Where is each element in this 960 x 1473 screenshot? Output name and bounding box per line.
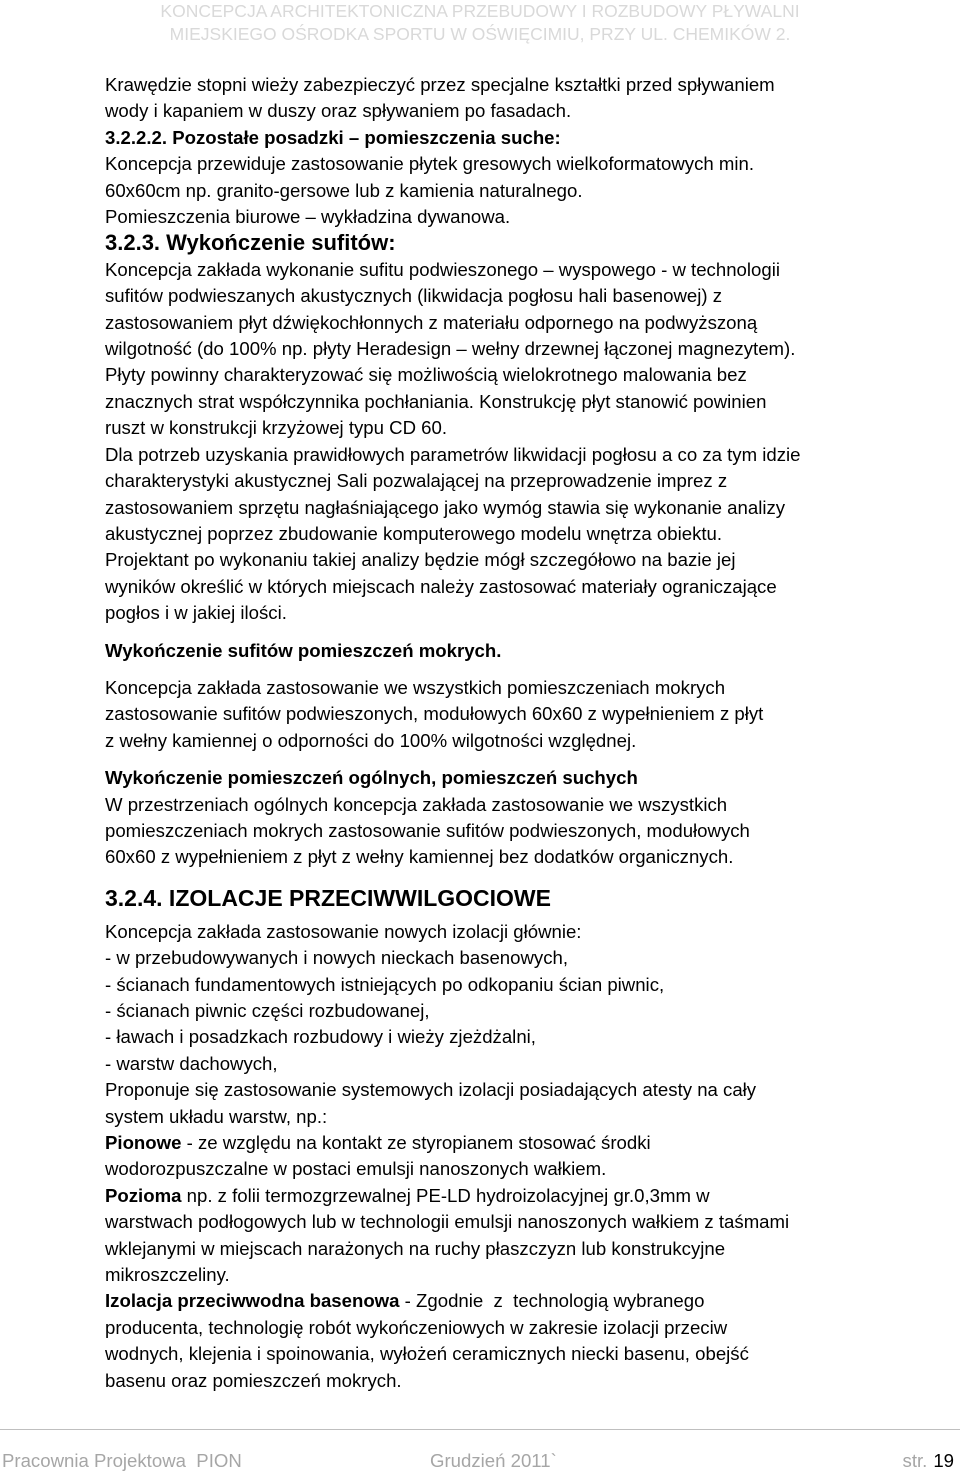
section-heading-324: 3.2.4. IZOLACJE PRZECIWWILGOCIOWE (105, 884, 551, 911)
izolacja-text: - Zgodnie z technologią wybranego (399, 1290, 705, 1312)
section-heading-323: 3.2.3. Wykończenie sufitów: (105, 230, 396, 256)
pionowe-term: Pionowe (105, 1132, 182, 1154)
list-item: - w przebudowywanych i nowych nieckach basenowych, (105, 947, 569, 969)
text-line: zastosowaniem płyt dźwiękochłonnych z materiału odpornego na podwyższoną (105, 311, 758, 333)
footer-company: Pracownia Projektowa PION (2, 1450, 242, 1471)
text-line: warstwach podłogowych lub w technologii emulsji nanoszonych wałkiem z taśmami (105, 1211, 790, 1233)
text-line: 60x60cm np. granito-gersowe lub z kamienia naturalnego. (105, 179, 583, 201)
text-line: basenu oraz pomieszczeń mokrych. (105, 1369, 402, 1391)
footer-divider (0, 1429, 960, 1430)
subheading-dry-rooms: Wykończenie pomieszczeń ogólnych, pomieszczeń suchych (105, 767, 638, 789)
text-line: Koncepcja przewiduje zastosowanie płytek gresowych wielkoformatowych min. (105, 153, 755, 175)
document-header (0, 0, 960, 48)
text-line: Koncepcja zakłada zastosowanie nowych izolacji głównie: (105, 920, 582, 942)
text-line: Koncepcja zakłada zastosowanie we wszystkich pomieszczeniach mokrych (105, 676, 726, 698)
subheading-wet-rooms: Wykończenie sufitów pomieszczeń mokrych. (105, 639, 502, 661)
text-line: Krawędzie stopni wieży zabezpieczyć przez specjalne kształtki przed spływaniem (105, 74, 775, 95)
text-line: wyników określić w których miejscach należy zastosować materiały ograniczające (105, 575, 777, 597)
text-line: sufitów podwieszanych akustycznych (likwidacja pogłosu hali basenowej) z (105, 285, 722, 307)
text-line: W przestrzeniach ogólnych koncepcja zakłada zastosowanie we wszystkich (105, 793, 728, 815)
header-line-2: MIEJSKIEGO OŚRODKA SPORTU W OŚWIĘCIMIU, PRZY UL. CHEMIKÓW 2. (169, 24, 791, 44)
text-line: pomieszczeniach mokrych zastosowanie sufitów podwieszonych, modułowych (105, 819, 750, 841)
izolacja-line (105, 1288, 955, 1314)
footer-page (903, 1450, 954, 1472)
text-line: wilgotność (do 100% np. płyty Heradesign – wełny drzewnej łączonej magnezytem). (105, 338, 796, 360)
list-item: - ścianach piwnic części rozbudowanej, (105, 1000, 430, 1021)
header-line-1: KONCEPCJA ARCHITEKTONICZNA PRZEBUDOWY I ROZBUDOWY PŁYWALNI (160, 1, 800, 21)
list-item: - ławach i posadzkach rozbudowy i wieży zjeżdżalni, (105, 1026, 536, 1048)
pionowe-text: - ze względu na kontakt ze styropianem stosować środki (181, 1132, 651, 1154)
text-line: 60x60 z wypełnieniem z płyt z wełny kamiennej bez dodatków organicznych. (105, 846, 734, 868)
text-line: z wełny kamiennej o odporności do 100% wilgotności względnej. (105, 729, 637, 751)
pionowe-line (105, 1130, 955, 1156)
text-line: Proponuje się zastosowanie systemowych izolacji posiadających atesty na cały (105, 1079, 757, 1101)
text-line: system układu warstw, np.: (105, 1105, 328, 1127)
text-line: pogłos i w jakiej ilości. (105, 602, 287, 624)
text-line: znacznych strat współczynnika pochłaniania. Konstrukcję płyt stanowić powinien (105, 390, 767, 412)
page-label: str. (902, 1450, 928, 1471)
text-line: charakterystyki akustycznej Sali pozwalającej na przeprowadzenie imprez z (105, 470, 728, 492)
list-item: - warstw dachowych, (105, 1052, 278, 1074)
text-line: wodnych, klejenia i spoinowania, wyłożeń ceramicznych niecki basenu, obejść (105, 1343, 749, 1365)
section-heading-3222: 3.2.2.2. Pozostałe posadzki – pomieszczenia suche: (105, 126, 561, 148)
footer-date: Grudzień 2011` (430, 1450, 557, 1471)
text-line: Dla potrzeb uzyskania prawidłowych parametrów likwidacji pogłosu a co za tym idzie (105, 443, 801, 465)
text-line: wody i kapaniem w duszy oraz spływaniem po fasadach. (105, 100, 572, 122)
text-line: wodorozpuszczalne w postaci emulsji nanoszonych wałkiem. (105, 1158, 607, 1180)
text-line: zastosowanie sufitów podwieszonych, modułowych 60x60 z wypełnieniem z płyt (105, 703, 764, 725)
list-item: - ścianach fundamentowych istniejących po odkopaniu ścian piwnic, (105, 973, 665, 995)
izolacja-term: Izolacja przeciwwodna basenowa (105, 1290, 400, 1312)
document-body (105, 72, 955, 1394)
text-line: producenta, technologię robót wykończeniowych w zakresie izolacji przeciw (105, 1316, 728, 1338)
text-line: Pomieszczenia biurowe – wykładzina dywanowa. (105, 206, 511, 228)
pozioma-line (105, 1183, 955, 1209)
page-number: 19 (933, 1450, 954, 1471)
text-line: Płyty powinny charakteryzować się możliwością wielokrotnego malowania bez (105, 364, 747, 386)
text-line: Projektant po wykonaniu takiej analizy będzie mógł szczegółowo na bazie jej (105, 549, 736, 571)
text-line: wklejanymi w miejscach narażonych na ruchy płaszczyzn lub konstrukcyjne (105, 1237, 726, 1259)
pozioma-text: np. z folii termozgrzewalnej PE-LD hydroizolacyjnej gr.0,3mm w (181, 1184, 710, 1206)
document-footer (0, 1420, 960, 1473)
text-line: Koncepcja zakłada wykonanie sufitu podwieszonego – wyspowego - w technologii (105, 258, 780, 280)
pozioma-term: Pozioma (105, 1184, 182, 1206)
text-line: akustycznej poprzez zbudowanie komputerowego modelu wnętrza obiektu. (105, 522, 723, 544)
text-line: ruszt w konstrukcji krzyżowej typu CD 60. (105, 417, 448, 439)
text-line: mikroszczeliny. (105, 1264, 230, 1286)
text-line: zastosowaniem sprzętu nagłaśniającego jako wymóg stawia się wykonanie analizy (105, 496, 786, 518)
